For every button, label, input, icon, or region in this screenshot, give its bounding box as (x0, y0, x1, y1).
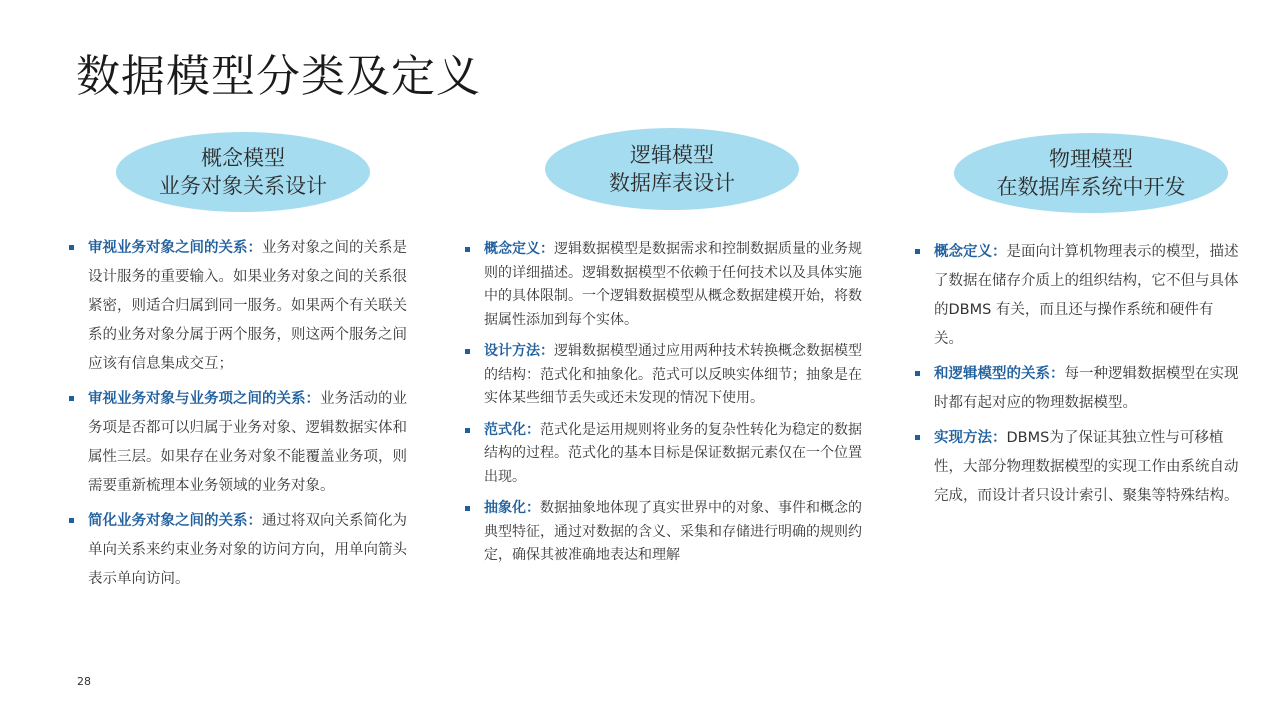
list-item (915, 360, 1240, 418)
bullet-square-icon (465, 428, 470, 433)
bullet-square-icon (915, 435, 920, 440)
list-item (69, 385, 414, 501)
item-heading: 抽象化： (484, 500, 540, 516)
item-heading: 概念定义： (934, 244, 1007, 260)
ellipse-subtitle: 在数据库系统中开发 (996, 175, 1186, 199)
list-item (465, 340, 870, 411)
list-item (69, 234, 414, 379)
ellipse-title: 物理模型 (1049, 147, 1133, 171)
ellipse-title: 概念模型 (201, 146, 285, 170)
bullet-square-icon (69, 518, 74, 523)
page-number: 28 (77, 675, 91, 688)
item-heading: 设计方法： (484, 343, 554, 359)
item-text: 数据抽象地体现了真实世界中的对象、事件和概念的典型特征，通过对数据的含义、采集和存储进行明确的规则约定，确保其被准确地表达和理解 (484, 500, 862, 563)
bullet-list (465, 238, 870, 576)
ellipse-logical-model (545, 128, 799, 210)
item-text: 通过将双向关系简化为单向关系来约束业务对象的访问方向，用单向箭头表示单向访问。 (88, 513, 407, 587)
item-text: 逻辑数据模型通过应用两种技术转换概念数据模型的结构：范式化和抽象化。范式可以反映实体细节；抽象是在实体某些细节丢失或还未发现的情况下使用。 (484, 343, 862, 406)
list-item (465, 419, 870, 490)
list-item (915, 424, 1240, 511)
bullet-square-icon (69, 396, 74, 401)
list-item (465, 238, 870, 332)
item-text: 是面向计算机物理表示的模型，描述了数据在储存介质上的组织结构，它不但与具体的DBMS 有关，而且还与操作系统和硬件有关。 (934, 244, 1239, 347)
page-title: 数据模型分类及定义 (76, 51, 481, 102)
bullet-square-icon (465, 247, 470, 252)
item-text: DBMS为了保证其独立性与可移植性，大部分物理数据模型的实现工作由系统自动完成，而设计者只设计索引、聚集等特殊结构。 (934, 430, 1239, 504)
item-text: 每一种逻辑数据模型在实现时都有起对应的物理数据模型。 (934, 366, 1239, 411)
bullet-square-icon (465, 349, 470, 354)
item-heading: 概念定义： (484, 241, 554, 257)
ellipse-physical-model (954, 133, 1228, 213)
bullet-list (915, 238, 1240, 517)
item-heading: 范式化： (484, 421, 540, 438)
list-item (465, 497, 870, 568)
item-text: 业务活动的业务项是否都可以归属于业务对象、逻辑数据实体和属性三层。如果存在业务对象不能覆盖业务项，则需要重新梳理本业务领域的业务对象。 (88, 391, 407, 494)
bullet-square-icon (915, 371, 920, 376)
item-heading: 审视业务对象与业务项之间的关系： (88, 391, 320, 407)
ellipse-title: 逻辑模型 (630, 143, 714, 167)
item-heading: 和逻辑模型的关系： (934, 366, 1065, 382)
item-heading: 审视业务对象之间的关系： (88, 240, 262, 256)
list-item (69, 507, 414, 594)
bullet-square-icon (69, 245, 74, 250)
bullet-list (69, 234, 414, 600)
item-text: 业务对象之间的关系是设计服务的重要输入。如果业务对象之间的关系很紧密，则适合归属到同一服务。如果两个有关联关系的业务对象分属于两个服务，则这两个服务之间应该有信息集成交互； (88, 240, 407, 372)
ellipse-conceptual-model (116, 132, 370, 212)
item-text: 范式化是运用规则将业务的复杂性转化为稳定的数据结构的过程。范式化的基本目标是保证数据元素仅在一个位置出现。 (484, 421, 862, 485)
item-text: 逻辑数据模型是数据需求和控制数据质量的业务规则的详细描述。逻辑数据模型不依赖于任何技术以及具体实施中的具体限制。一个逻辑数据模型从概念数据建模开始，将数据属性添加到每个实体。 (484, 241, 862, 328)
item-heading: 简化业务对象之间的关系： (88, 513, 262, 529)
ellipse-subtitle: 数据库表设计 (609, 171, 735, 195)
item-heading: 实现方法： (934, 430, 1007, 446)
ellipse-subtitle: 业务对象关系设计 (159, 174, 327, 198)
list-item (915, 238, 1240, 354)
bullet-square-icon (915, 249, 920, 254)
bullet-square-icon (465, 506, 470, 511)
